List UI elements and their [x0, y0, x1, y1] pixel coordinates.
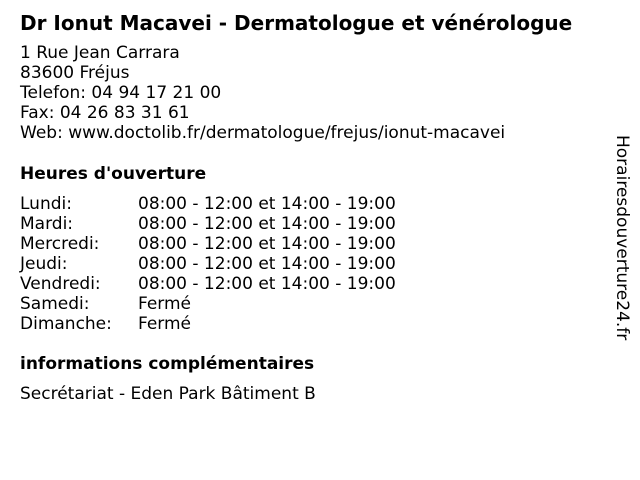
time-value: 08:00 - 12:00 et 14:00 - 19:00 [138, 274, 396, 294]
time-value: 08:00 - 12:00 et 14:00 - 19:00 [138, 194, 396, 214]
website: Web: www.doctolib.fr/dermatologue/frejus/ionut-macavei [20, 123, 506, 143]
page-title: Dr Ionut Macavei - Dermatologue et vénérologue [20, 11, 573, 35]
day-label: Dimanche: [20, 314, 112, 334]
fax-number: Fax: 04 26 83 31 61 [20, 103, 190, 123]
site-watermark: Horairesdouverture24.fr [612, 135, 632, 341]
hours-heading: Heures d'ouverture [20, 164, 207, 184]
contact-block [20, 43, 505, 143]
day-label: Mardi: [20, 214, 74, 234]
day-label: Mercredi: [20, 234, 100, 254]
time-value: Fermé [138, 294, 192, 314]
phone-number: Telefon: 04 94 17 21 00 [20, 83, 222, 103]
time-value: 08:00 - 12:00 et 14:00 - 19:00 [138, 214, 396, 234]
time-value: 08:00 - 12:00 et 14:00 - 19:00 [138, 234, 396, 254]
day-label: Jeudi: [20, 254, 68, 274]
info-heading: informations complémentaires [20, 354, 315, 374]
time-value: 08:00 - 12:00 et 14:00 - 19:00 [138, 254, 396, 274]
time-value: Fermé [138, 314, 192, 334]
info-text: Secrétariat - Eden Park Bâtiment B [20, 384, 316, 404]
day-label: Lundi: [20, 194, 72, 214]
day-label: Vendredi: [20, 274, 101, 294]
city-address: 83600 Fréjus [20, 63, 130, 83]
street-address: 1 Rue Jean Carrara [20, 43, 180, 63]
day-label: Samedi: [20, 294, 90, 314]
